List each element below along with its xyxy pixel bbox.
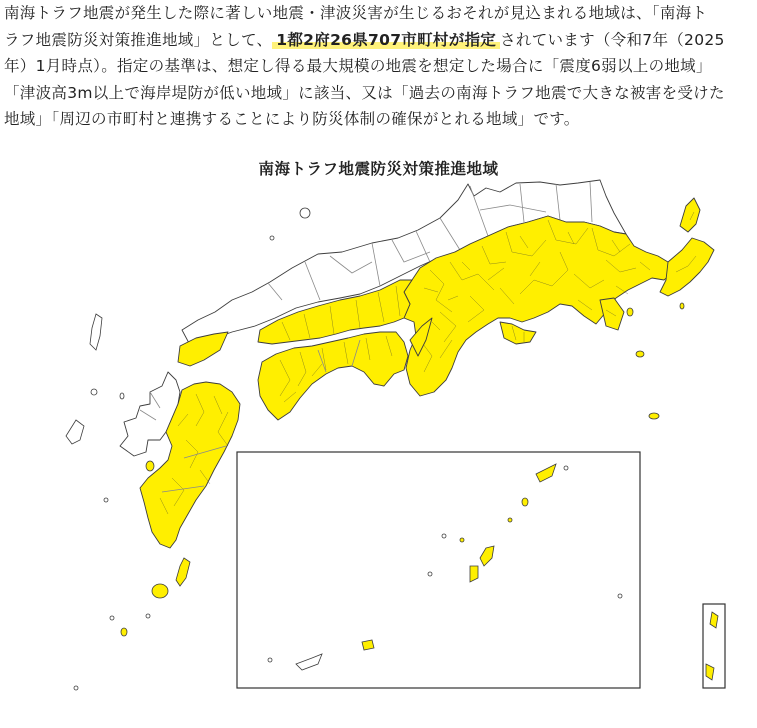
designation-highlight: 1都2府26県707市町村が指定 [272, 31, 500, 49]
ogasawara-inset [703, 604, 725, 688]
intro-line-5: 地域」「周辺の市町村と連携することにより防災体制の確保がとれる地域」です。 [4, 110, 580, 128]
tokai-designated [500, 322, 536, 344]
intro-line-2-post: されています（令和7年（2025 [500, 30, 725, 49]
intro-line-3: 年）1月時点）。指定の基準は、想定し得る最大規模の地震を想定した場合に「震度6弱以上の地域」 [4, 57, 712, 75]
shikoku-designated [258, 332, 408, 420]
intro-line-1: 南海トラフ地震が発生した際に著しい地震・津波災害が生じるおそれが見込まれる地域は、「南海ト [4, 4, 708, 22]
intro-line-2-pre: ラフ地震防災対策推進地域」として、 [4, 30, 273, 49]
intro-line-4: 「津波高3m以上で海岸堤防が低い地域」に該当、又は「過去の南海トラフ地震で大きな被害を受けた [4, 83, 725, 102]
map-title: 南海トラフ地震防災対策推進地域 [258, 160, 499, 178]
ryukyu-inset [237, 452, 640, 688]
